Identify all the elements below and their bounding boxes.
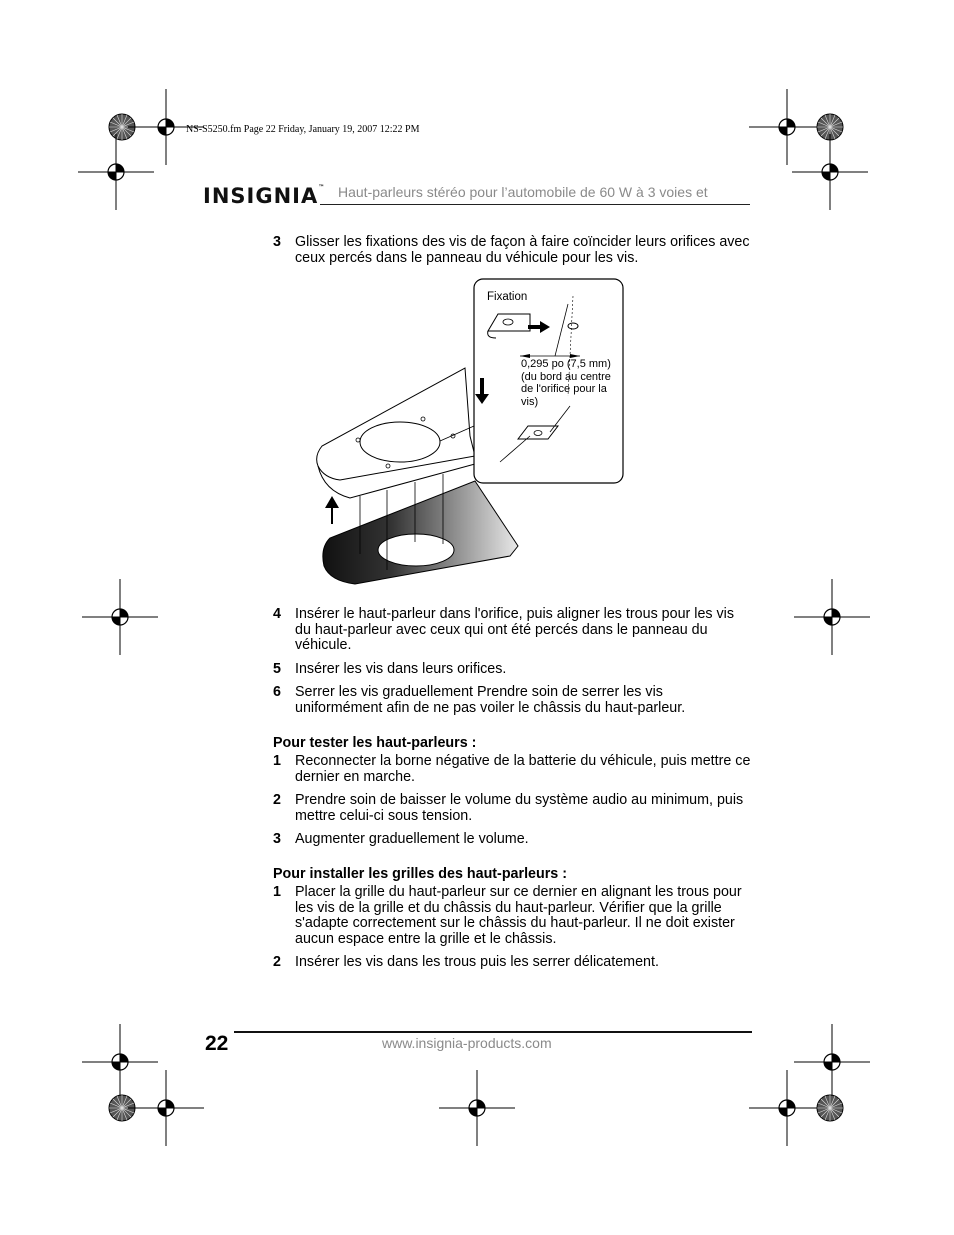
step-number: 4: [273, 606, 281, 622]
step-text: Reconnecter la borne négative de la batterie du véhicule, puis mettre ce dernier en marche.: [295, 753, 751, 785]
footer-url: www.insignia-products.com: [382, 1035, 552, 1051]
install-step: [273, 235, 753, 266]
step-number: 6: [273, 684, 281, 700]
registration-cross-icon: [794, 579, 870, 655]
fixation-label: Fixation: [487, 291, 528, 303]
footer-rule: [234, 1031, 752, 1033]
install-step: [273, 607, 753, 654]
section-heading-grille: Pour installer les grilles des haut-parleurs :: [273, 866, 567, 882]
step-number: 2: [273, 954, 281, 970]
step-text: Prendre soin de baisser le volume du système audio au minimum, puis mettre celui-ci sous tension.: [295, 792, 744, 824]
step-text: Placer la grille du haut-parleur sur ce dernier en alignant les trous pour les vis de la grille et du châssis du haut-parleur. Vérifier que la grille s'adapte correctement sur le châssis du haut-parleur. Il ne doit exister aucun espace entre la grille et le châssis.: [295, 884, 742, 947]
up-arrow-icon: [325, 496, 339, 524]
registration-cross-icon: [439, 1070, 515, 1146]
step-text: Insérer les vis dans les trous puis les serrer délicatement.: [295, 954, 659, 970]
registration-cross-icon: [82, 1024, 158, 1100]
registration-cross-icon: [749, 1070, 825, 1146]
step-number: 1: [273, 753, 281, 769]
brand-logo: [203, 184, 324, 208]
step-number: 2: [273, 792, 281, 808]
registration-cross-icon: [749, 89, 825, 165]
dimension-label: 0,295 po (7,5 mm) (du bord au centre de l'orifice pour la vis): [521, 358, 611, 408]
grille-step: [273, 885, 753, 947]
registration-star-icon: [817, 1095, 843, 1121]
header-title: Haut-parleurs stéréo pour l’automobile de 60 W à 3 voies et: [338, 184, 708, 200]
installation-illustration: [310, 276, 630, 594]
file-slug-line: NS-S5250.fm Page 22 Friday, January 19, 2007 12:22 PM: [186, 124, 420, 135]
grille-step: [273, 955, 753, 971]
vehicle-panel: [323, 481, 518, 584]
step-text: Augmenter graduellement le volume.: [295, 831, 529, 847]
step-number: 3: [273, 831, 281, 847]
section-heading-test: Pour tester les haut-parleurs :: [273, 735, 477, 751]
registration-cross-icon: [792, 134, 868, 210]
install-step: [273, 662, 753, 678]
step-text: Glisser les fixations des vis de façon à faire coïncider leurs orifices avec ceux percés dans le panneau du véhicule pour les vis.: [295, 234, 750, 266]
test-step: [273, 793, 753, 824]
test-step: [273, 832, 753, 848]
registration-cross-icon: [82, 579, 158, 655]
step-number: 1: [273, 884, 281, 900]
step-number: 3: [273, 234, 281, 250]
step-text: Insérer le haut-parleur dans l'orifice, puis aligner les trous pour les vis du haut-parleur avec ceux qui ont été percés dans le panneau du véhicule.: [295, 606, 734, 653]
step-text: Serrer les vis graduellement Prendre soin de serrer les vis uniformément afin de ne pas voiler le châssis du haut-parleur.: [295, 684, 686, 716]
registration-cross-icon: [128, 1070, 204, 1146]
page-number: 22: [205, 1032, 229, 1055]
brand-trademark: ™: [318, 184, 325, 191]
registration-cross-icon: [794, 1024, 870, 1100]
registration-cross-icon: [78, 134, 154, 210]
header-rule: [320, 204, 750, 205]
step-text: Insérer les vis dans leurs orifices.: [295, 661, 507, 677]
brand-name: INSIGNIA: [203, 184, 319, 208]
step-number: 5: [273, 661, 281, 677]
install-step: [273, 685, 753, 716]
installation-figure: [310, 276, 630, 599]
test-step: [273, 754, 753, 785]
